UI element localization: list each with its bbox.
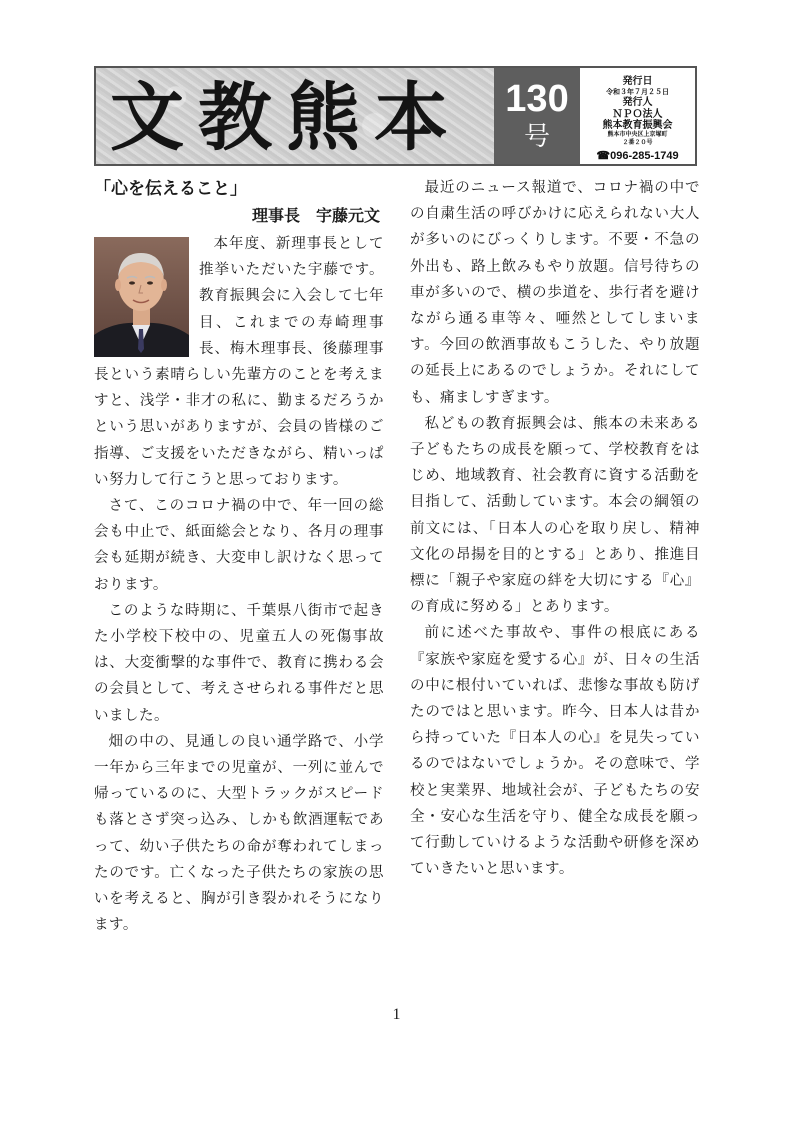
issue-suffix: 号 [523, 122, 550, 152]
masthead [94, 66, 697, 166]
author-portrait [94, 237, 189, 357]
phone-number: ☎096-285-1749 [596, 150, 679, 162]
issue-panel [494, 68, 580, 164]
publisher-label: 発行人 [622, 97, 653, 108]
publication-info [580, 68, 695, 164]
publish-date: 令和３年７月２５日 [606, 88, 669, 96]
article-right-column [410, 175, 700, 882]
article-byline: 理事長 宇藤元文 [251, 206, 380, 225]
address-line2: ２番２０号 [622, 139, 653, 146]
address-line1: 熊本市中央区上京塚町 [607, 131, 668, 138]
publisher-line2: 熊本教育振興会 [602, 120, 673, 131]
article-title: 「心を伝えること」 [94, 179, 247, 199]
article-paragraph: 最近のニュース報道で、コロナ禍の中での自粛生活の呼びかけに応えられない大人が多いのにびっくりします。不要・不急の外出も、路上飲みもやり放題。信号待ちの車が多いので、横の歩道を、歩行者を避けながら通る車等々、唖然としてしまいます。今回の飲酒事故もこうした、やり放題の延長上にあるのでしょうか。それにしても、痛ましすぎます。 [410, 180, 700, 406]
publisher-line1: ＮＰＯ法人 [612, 109, 663, 120]
article-paragraph: 私どもの教育振興会は、熊本の未来ある子どもたちの成長を願って、学校教育をはじめ、地域教育、社会教育に資する活動を目指して、活動しています。本会の綱領の前文には、「日本人の心を取り戻し、精神文化の昂揚を目的とする」とあり、推進目標に「親子や家庭の絆を大切にする『心』の育成に努める」とあります。 [410, 415, 700, 616]
article-paragraph: 前に述べた事故や、事件の根底にある『家族や家庭を愛する心』が、日々の生活の中に根付いていれば、悲惨な事故も防げたのではと思います。昨今、日本人は昔から持っていた『日本人の心』を見失っているのではないでしょうか。その意味で、学校と実業界、地域社会が、子どもたちの安全・安心な生活を守り、健全な成長を願って行動していけるような活動や研修を深めていきたいと思います。 [410, 625, 700, 878]
newsletter-title: 文教熊本 [110, 75, 462, 161]
page-number: 1 [392, 1006, 401, 1023]
article-paragraph: 畑の中の、見通しの良い通学路で、小学一年から三年までの児童が、一列に並んで帰っているのに、大型トラックがスピードも落とさず突っ込み、しかも飲酒運転であって、幼い子供たちの命が奪われてしまったのです。亡くなった子供たちの家族の思いを考えると、胸が引き裂かれそうになります。 [94, 733, 384, 934]
newsletter-title-panel [96, 68, 494, 164]
article-paragraph: 本年度、新理事長として推挙いただいた宇藤です。教育振興会に入会して七年目、これまでの寿崎理事長、梅木理事長、後藤理事長という素晴らしい先輩方のことを考えますと、浅学・非才の私に、勤まるだろうかという思いがありますが、会員の皆様のご指導、ご支援をいただきながら、精いっぱい努力して行こうと思っております。 [94, 236, 384, 488]
article-paragraph: このような時期に、千葉県八街市で起きた小学校下校中の、児童五人の死傷事故は、大変衝撃的な事件で、教育に携わる会の会員として、考えさせられる事件だと思いました。 [94, 602, 384, 724]
issue-number: 130 [505, 78, 569, 120]
article-left-column [94, 175, 384, 938]
publish-label: 発行日 [622, 76, 653, 87]
article-paragraph: さて、このコロナ禍の中で、年一回の総会も中止で、紙面総会となり、各月の理事会も延期が続き、大変申し訳けなく思っております。 [94, 498, 384, 593]
